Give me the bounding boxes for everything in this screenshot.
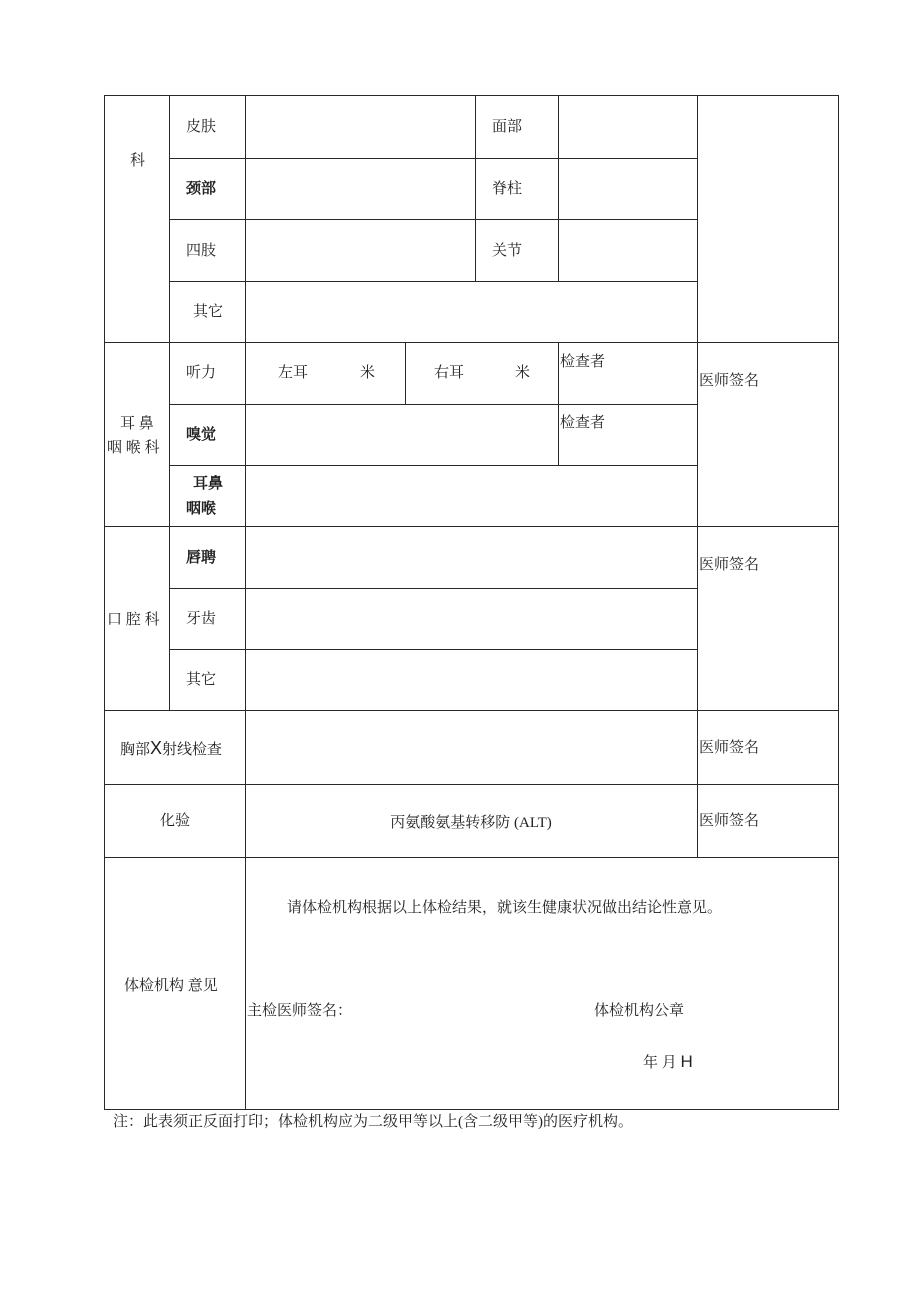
table-border-left (104, 95, 105, 1110)
physician-signature-label: 医师签名 (699, 740, 760, 756)
divider (169, 158, 698, 159)
divider (104, 710, 839, 711)
divider (558, 342, 559, 466)
row-label-spine: 脊柱 (492, 181, 523, 197)
row-label-ent-line2: 咽喉 (186, 501, 217, 517)
chest-xray-label-post: 射线检查 (162, 742, 223, 758)
left-ear-label: 左耳 (278, 365, 309, 381)
surgery-dept-label: 科 (130, 153, 146, 169)
row-label-joints: 关节 (492, 243, 523, 259)
divider (104, 857, 839, 858)
date-prefix: 年 月 (643, 1055, 677, 1071)
row-label-limbs: 四肢 (186, 243, 217, 259)
divider (558, 95, 559, 282)
lab-item-alt: 丙氨酸氨基转移防 (ALT) (390, 815, 552, 831)
ent-dept-label-line1: 耳 鼻 (120, 416, 154, 432)
table-border-bottom (104, 1109, 839, 1110)
divider (169, 465, 698, 466)
divider (169, 219, 698, 220)
left-ear-unit: 米 (360, 365, 376, 381)
chest-xray-label (120, 739, 222, 759)
right-ear-unit: 米 (515, 365, 531, 381)
physician-signature-label: 医师签名 (699, 557, 760, 573)
chest-xray-label-x: X (150, 738, 163, 758)
divider (697, 95, 698, 858)
row-label-other: 其它 (193, 304, 224, 320)
lab-label: 化验 (159, 813, 191, 829)
chief-physician-signature: 主检医师签名： (247, 1003, 353, 1019)
right-ear-label: 右耳 (434, 365, 465, 381)
divider (405, 342, 406, 404)
row-label-skin: 皮肤 (186, 119, 217, 135)
opinion-instruction: 请体检机构根据以上体检结果，就该生健康状况做出结论性意见。 (287, 900, 723, 916)
table-border-right (838, 95, 839, 1110)
oral-dept-label: 口 腔 科 (107, 612, 160, 628)
ent-dept-label-line2: 咽 喉 科 (107, 440, 160, 456)
table-border-top (104, 95, 839, 96)
footnote: 注：此表须正反面打印；体检机构应为二级甲等以上(含二级甲等)的医疗机构。 (113, 1114, 633, 1130)
divider (104, 784, 839, 785)
examiner-label: 检查者 (560, 354, 606, 370)
date-suffix: H (680, 1052, 693, 1071)
divider (169, 404, 698, 405)
chest-xray-label-pre: 胸部 (120, 742, 151, 758)
opinion-label: 体检机构 意见 (124, 978, 218, 994)
divider (104, 342, 839, 343)
divider (169, 95, 170, 711)
date-line (643, 1053, 693, 1072)
row-label-face: 面部 (492, 119, 523, 135)
divider (169, 588, 698, 589)
row-label-teeth: 牙齿 (186, 611, 217, 627)
row-label-neck: 颈部 (186, 181, 217, 197)
divider (104, 526, 839, 527)
row-label-lips: 唇聘 (186, 550, 217, 566)
examiner-label: 检查者 (560, 415, 606, 431)
row-label-ent-line1: 耳鼻 (193, 476, 224, 492)
physician-signature-label: 医师签名 (699, 373, 760, 389)
divider (245, 95, 246, 1110)
divider (169, 281, 698, 282)
row-label-smell: 嗅觉 (186, 427, 217, 443)
row-label-oral-other: 其它 (186, 672, 217, 688)
divider (169, 649, 698, 650)
row-label-hearing: 听力 (186, 365, 217, 381)
divider (475, 95, 476, 282)
physician-signature-label: 医师签名 (699, 813, 760, 829)
institution-seal-label: 体检机构公章 (594, 1003, 685, 1019)
